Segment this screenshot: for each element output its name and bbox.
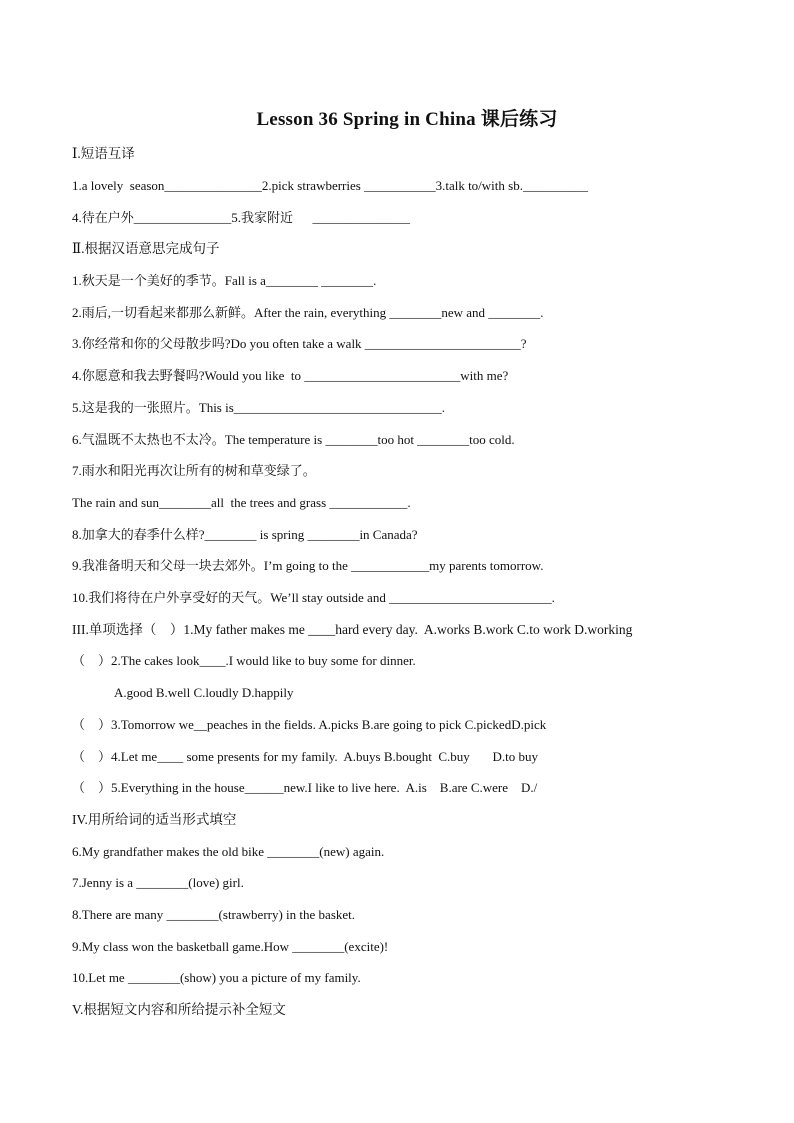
exercise-line: 10.Let me ________(show) you a picture of my family.	[72, 970, 361, 985]
section-heading-5: V.根据短文内容和所给提示补全短文	[72, 1002, 286, 1017]
exercise-line: 1.a lovely season_______________2.pick strawberries ___________3.talk to/with sb.__________	[72, 178, 588, 193]
section-heading-2: Ⅱ.根据汉语意思完成句子	[72, 241, 220, 256]
exercise-line: 10.我们将待在户外享受好的天气。We’ll stay outside and _________________________.	[72, 590, 555, 605]
exercise-line: 4.待在户外_______________5.我家附近 _______________	[72, 210, 411, 225]
exercise-line: （ ）4.Let me____ some presents for my family. A.buys B.bought C.buy D.to buy	[72, 749, 539, 764]
exercise-line: 6.气温既不太热也不太冷。The temperature is ________too hot ________too cold.	[72, 432, 515, 447]
exercise-line: 2.雨后,一切看起来都那么新鲜。After the rain, everything ________new and ________.	[72, 305, 544, 320]
page-title: Lesson 36 Spring in China 课后练习	[256, 109, 558, 130]
exercise-line: The rain and sun________all the trees and grass ____________.	[72, 495, 411, 510]
exercise-line: 5.这是我的一张照片。This is________________________________.	[72, 400, 446, 415]
exercise-line: 3.你经常和你的父母散步吗?Do you often take a walk ________________________?	[72, 336, 527, 351]
exercise-options: A.good B.well C.loudly D.happily	[114, 685, 294, 700]
exercise-line: 6.My grandfather makes the old bike ________(new) again.	[72, 844, 385, 859]
exercise-line: 8.加拿大的春季什么样?________ is spring ________in Canada?	[72, 527, 418, 542]
exercise-line: 9.我准备明天和父母一块去郊外。I’m going to the ____________my parents tomorrow.	[72, 558, 544, 573]
exercise-line: （ ）5.Everything in the house______new.I like to live here. A.is B.are C.were D./	[72, 780, 538, 795]
section-heading-1: Ⅰ.短语互译	[72, 146, 135, 161]
exercise-line: 7.雨水和阳光再次让所有的树和草变绿了。	[72, 463, 316, 478]
section-heading-4: IV.用所给词的适当形式填空	[72, 812, 237, 827]
exercise-line: （ ）2.The cakes look____.I would like to buy some for dinner.	[72, 653, 416, 668]
exercise-line: 9.My class won the basketball game.How ________(excite)!	[72, 939, 389, 954]
exercise-line: 1.秋天是一个美好的季节。Fall is a________ ________.	[72, 273, 377, 288]
exercise-line: 4.你愿意和我去野餐吗?Would you like to ________________________with me?	[72, 368, 509, 383]
exercise-line: 7.Jenny is a ________(love) girl.	[72, 875, 244, 890]
exercise-line: （ ）3.Tomorrow we__peaches in the fields. A.picks B.are going to pick C.pickedD.pick	[72, 717, 547, 732]
exercise-line: 8.There are many ________(strawberry) in the basket.	[72, 907, 356, 922]
section-heading-3: III.单项选择（ ）1.My father makes me ____hard every day. A.works B.work C.to work D.working	[72, 622, 633, 637]
